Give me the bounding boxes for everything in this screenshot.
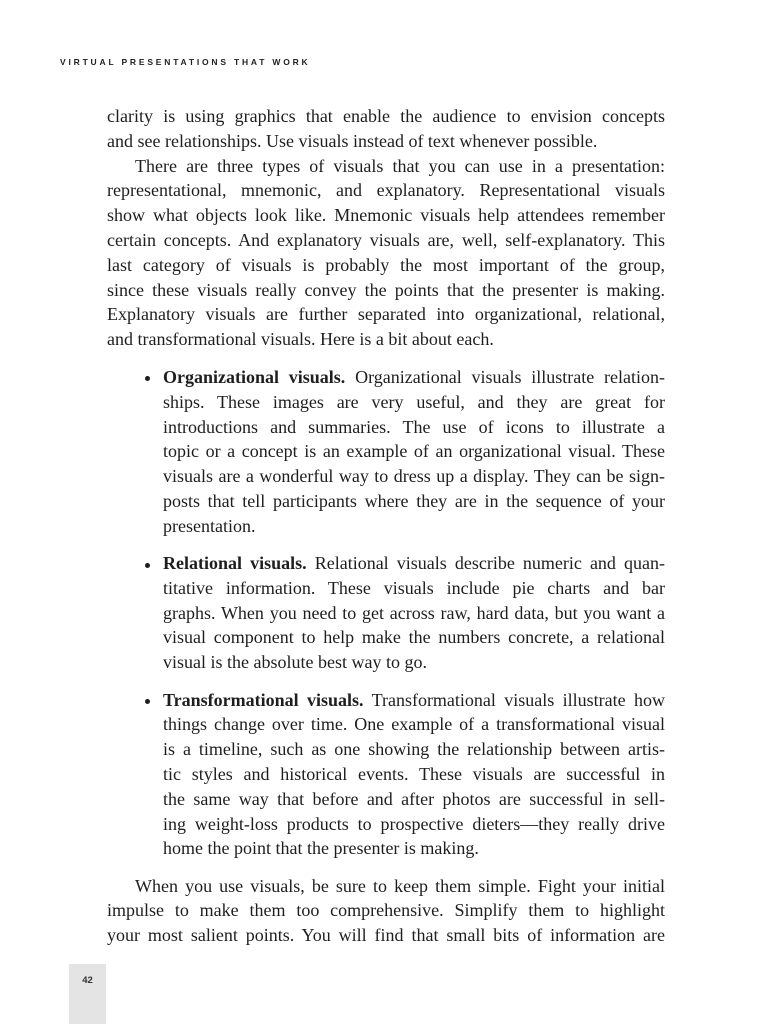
text-line: and transformational visuals. Here is a bit about each. [107, 329, 494, 350]
text-line: tic styles and historical events. These visuals are successful in [163, 763, 665, 784]
bullet-item [107, 551, 665, 675]
bullet-item [107, 688, 665, 862]
text-line: the same way that before and after photos are successful in sell- [163, 788, 665, 809]
bullet-text-lines [163, 712, 665, 861]
text-line: titative information. These visuals include pie charts and bar [163, 577, 665, 598]
text-line: Explanatory visuals are further separated into organizational, relational, [107, 304, 665, 325]
text-line: certain concepts. And explanatory visuals are, well, self-explanatory. This [107, 229, 665, 250]
text-line: last category of visuals is probably the most important of the group, [107, 254, 665, 275]
bullet-first-line-text: Relational visuals describe numeric and quan- [314, 553, 665, 574]
text-line: topic or a concept is an example of an organizational visual. These [163, 441, 665, 462]
paragraph [107, 874, 665, 948]
text-line: ing weight-loss products to prospective dieters—they really drive [163, 813, 665, 834]
bullet-icon [145, 376, 150, 381]
text-line: posts that tell participants where they are in the sequence of your [163, 490, 665, 511]
bullet-list [107, 365, 665, 861]
text-line: When you use visuals, be sure to keep them simple. Fight your initial [135, 875, 665, 896]
bullet-label: Relational visuals. [163, 553, 307, 574]
text-line: representational, mnemonic, and explanatory. Representational visuals [107, 180, 665, 201]
text-line [163, 551, 665, 576]
bullet-label: Organizational visuals. [163, 366, 346, 387]
text-line: impulse to make them too comprehensive. Simplify them to highlight [107, 900, 665, 921]
bullet-icon [145, 699, 150, 704]
text-line: There are three types of visuals that you can use in a presentation: [135, 155, 665, 176]
bullet-text-lines [163, 390, 665, 539]
text-line: home the point that the presenter is making. [163, 838, 479, 859]
bullet-label: Transformational visuals. [163, 689, 364, 710]
bullet-item [107, 365, 665, 539]
bullet-icon [145, 563, 150, 568]
text-line: and see relationships. Use visuals instead of text whenever possible. [107, 130, 598, 151]
text-line: visual component to help make the numbers concrete, a relational [163, 627, 665, 648]
text-line: clarity is using graphics that enable the audience to envision concepts [107, 106, 665, 126]
paragraph [107, 104, 665, 154]
text-line: visual is the absolute best way to go. [163, 652, 427, 673]
bullet-first-line-text: Organizational visuals illustrate relation- [355, 366, 665, 387]
body-text [107, 104, 665, 948]
text-line: visuals are a wonderful way to dress up a display. They can be sign- [163, 466, 665, 487]
text-line: is a timeline, such as one showing the relationship between artis- [163, 739, 665, 760]
page-number: 42 [82, 975, 93, 986]
text-line: presentation. [163, 515, 256, 536]
text-line: graphs. When you need to get across raw, hard data, but you want a [163, 602, 665, 623]
page-number-tab [69, 964, 106, 1024]
paragraph [107, 154, 665, 352]
text-line: since these visuals really convey the points that the presenter is making. [107, 279, 665, 300]
text-line: ships. These images are very useful, and they are great for [163, 391, 665, 412]
bullet-text-lines [163, 576, 665, 675]
text-line: things change over time. One example of a transformational visual [163, 714, 665, 735]
text-line: introductions and summaries. The use of icons to illustrate a [163, 416, 665, 437]
text-line [163, 688, 665, 713]
text-line: your most salient points. You will find that small bits of information are [107, 925, 665, 946]
text-line: show what objects look like. Mnemonic visuals help attendees remember [107, 205, 665, 226]
text-line [163, 365, 665, 390]
running-head: VIRTUAL PRESENTATIONS THAT WORK [60, 57, 311, 67]
bullet-first-line-text: Transformational visuals illustrate how [371, 689, 665, 710]
